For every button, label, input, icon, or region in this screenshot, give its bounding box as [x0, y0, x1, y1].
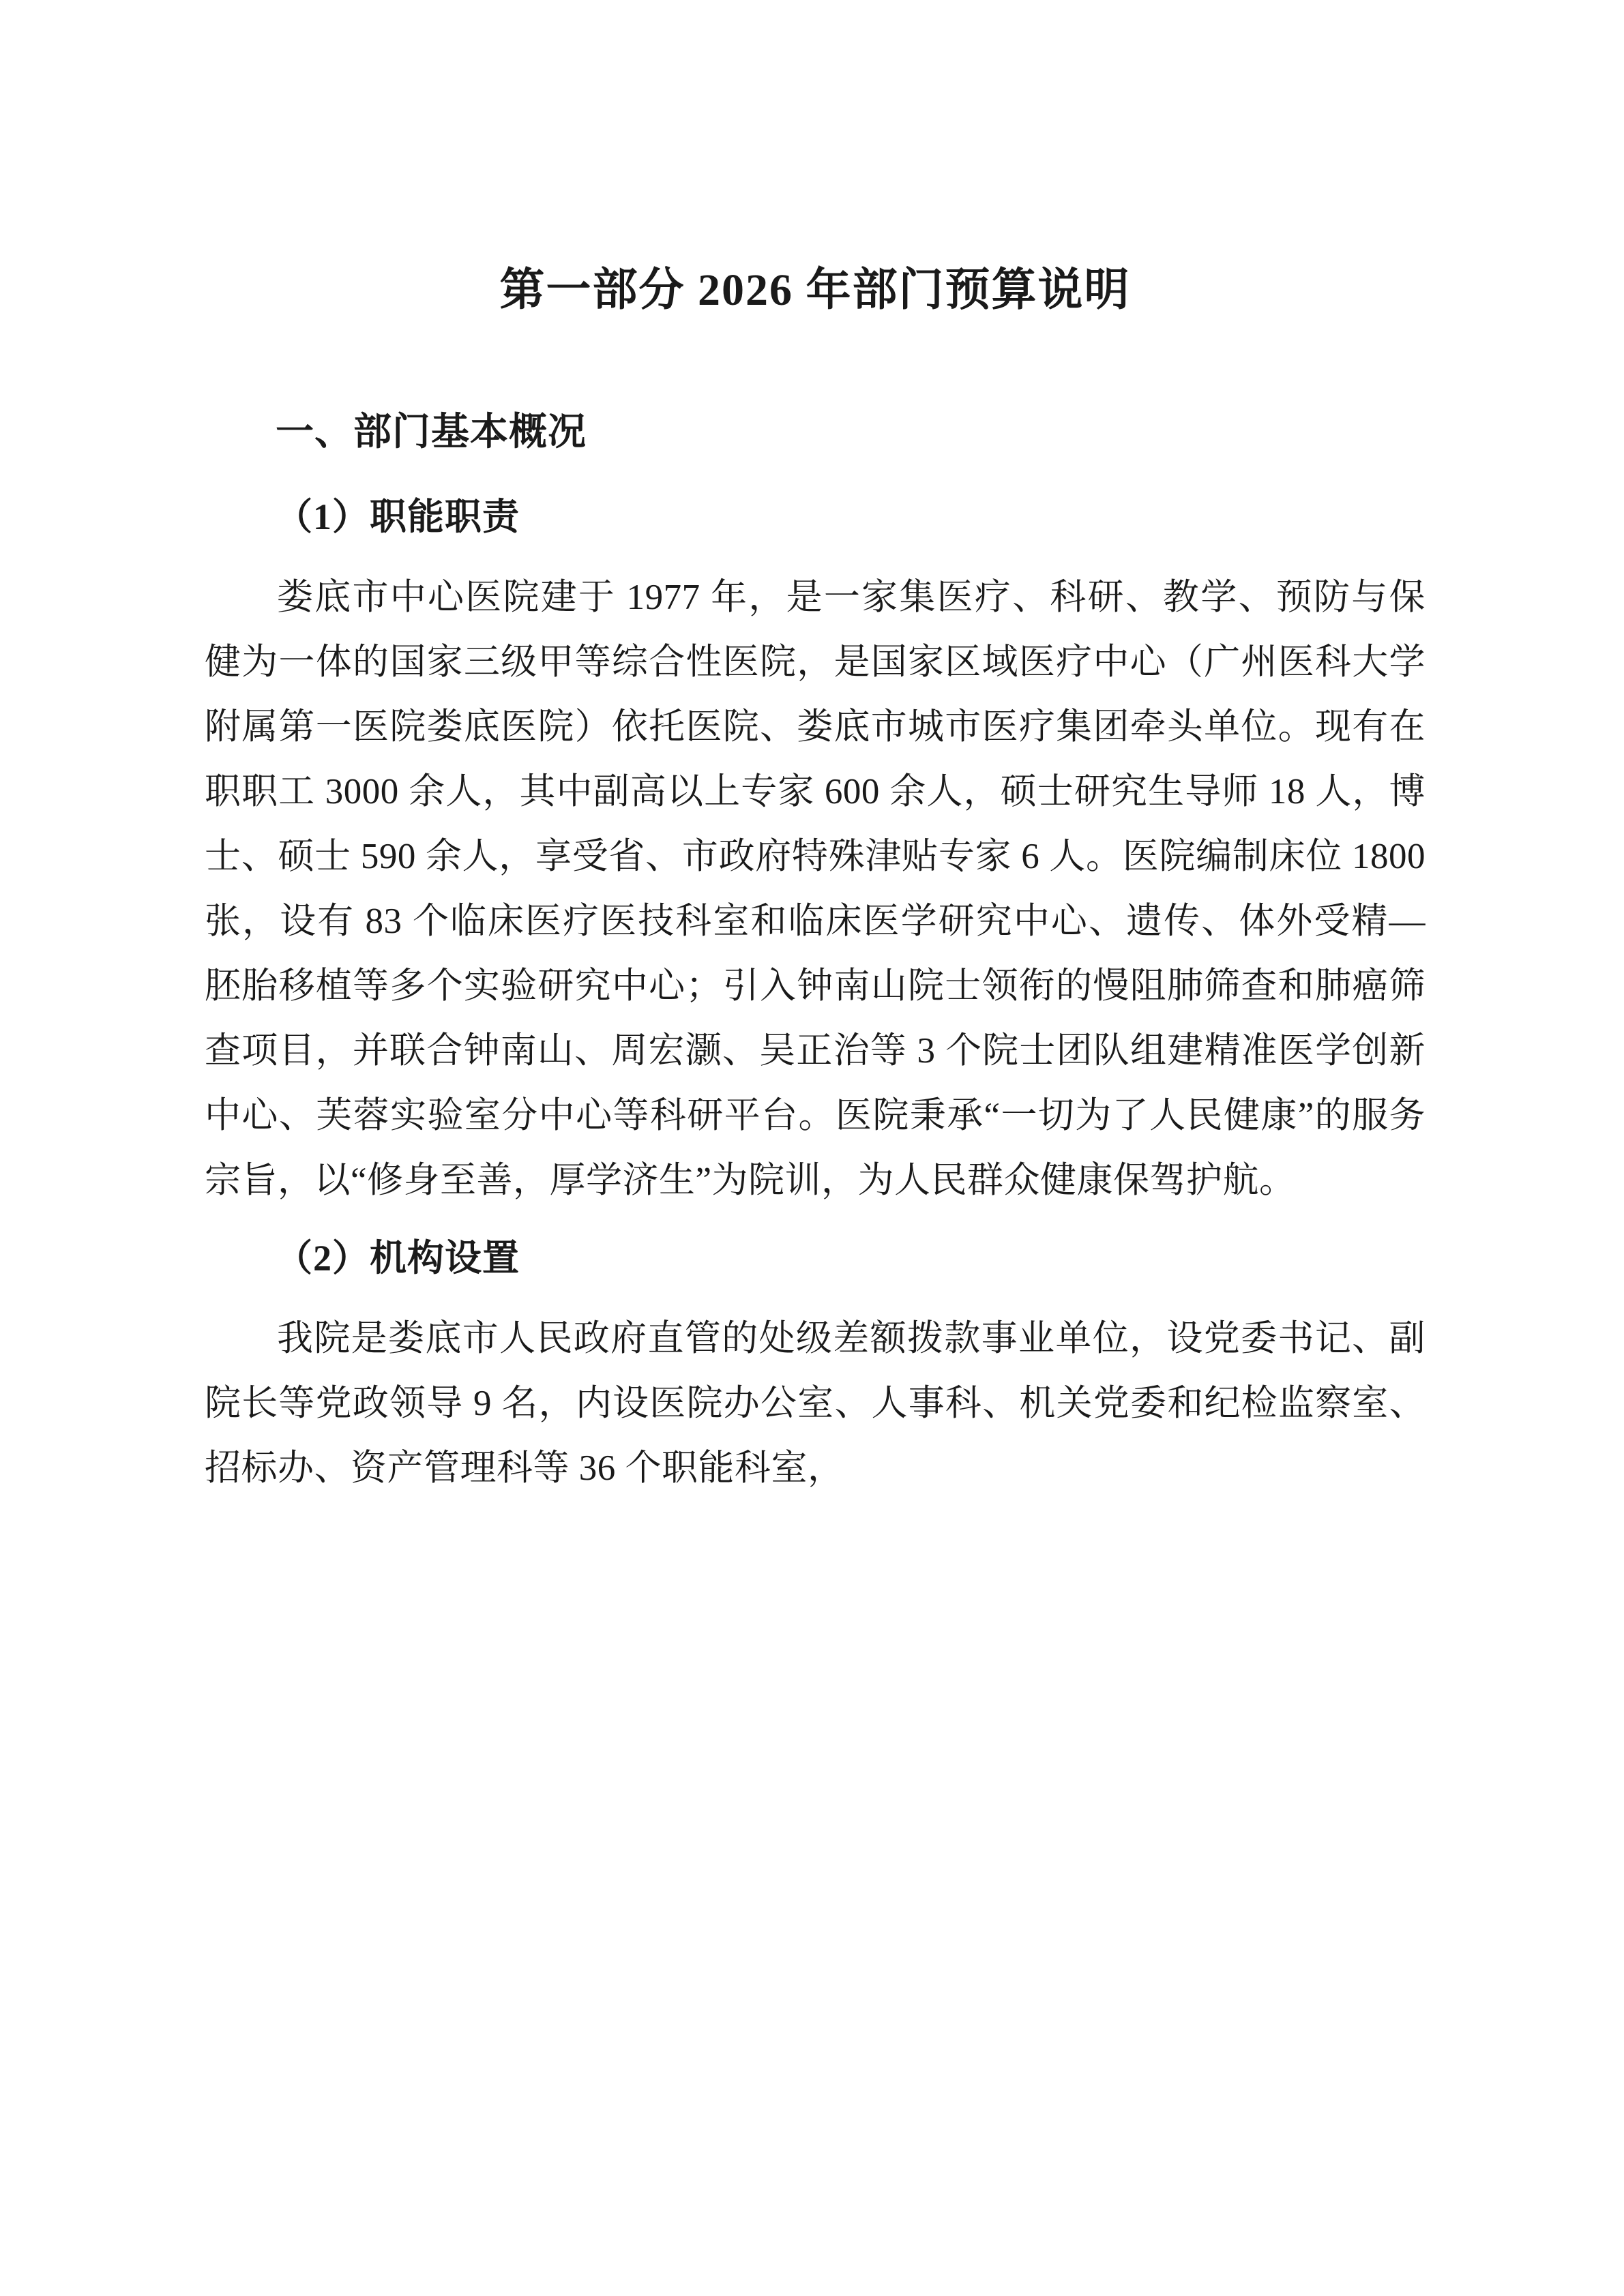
paragraph-hospital-overview: 娄底市中心医院建于 1977 年，是一家集医疗、科研、教学、预防与保健为一体的国家三级甲等综合性医院，是国家区域医疗中心（广州医科大学附属第一医院娄底医院）依托医院、娄底市城市医疗集团牵头单位。现有在职职工 3000 余人，其中副高以上专家 600 余人，硕士研究生导师 18 人，博士、硕士 590 余人，享受省、市政府特殊津贴专家 6 人。医院编制床位 1800 张，设有 83 个临床医疗医技科室和临床医学研究中心、遗传、体外受精—胚胎移植等多个实验研究中心；引入钟南山院士领衔的慢阻肺筛查和肺癌筛查项目，并联合钟南山、周宏灏、吴正治等 3 个院士团队组建精准医学创新中心、芙蓉实验室分中心等科研平台。医院秉承“一切为了人民健康”的服务宗旨，以“修身至善，厚学济生”为院训，为人民群众健康保驾护航。: [205, 578, 1426, 1201]
page-title: 第一部分 2026 年部门预算说明: [499, 265, 1131, 315]
page-content: [205, 259, 1426, 1501]
sub-heading-organization-setup: （2）机构设置: [276, 1238, 520, 1279]
sub-heading-functions-duties: （1）职能职责: [276, 496, 520, 538]
section-heading-basic-overview: 一、部门基本概况: [276, 411, 587, 454]
paragraph-organization-setup: 我院是娄底市人民政府直管的处级差额拨款事业单位，设党委书记、副院长等党政领导 9 名，内设医院办公室、人事科、机关党委和纪检监察室、招标办、资产管理科等 36 个职能科室，: [205, 1319, 1426, 1489]
